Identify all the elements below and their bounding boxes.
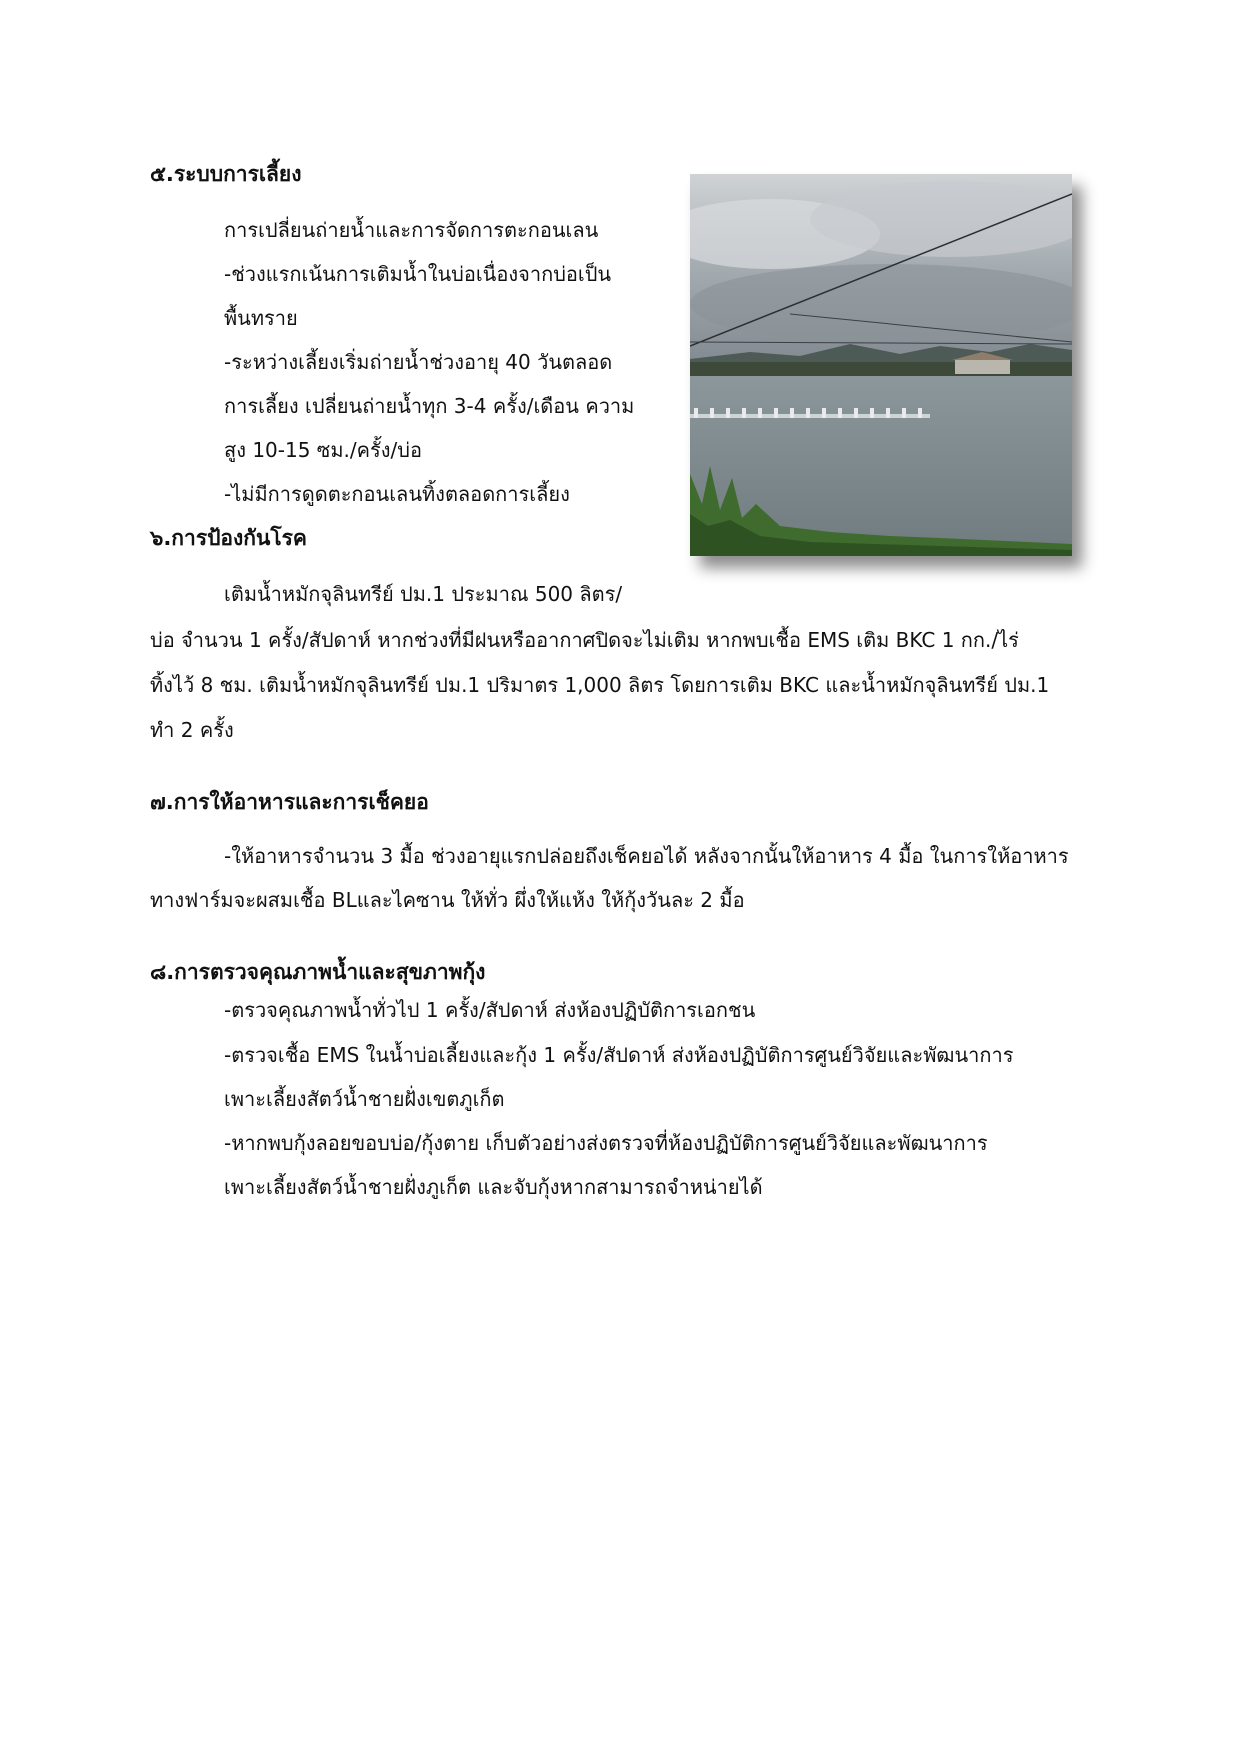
shrimp-pond-photo [690,174,1072,556]
section-8-line: เพาะเลี้ยงสัตว์น้ำชายฝั่งเขตภูเก็ต [224,1087,505,1111]
section-5-line: สูง 10-15 ซม./ครั้ง/บ่อ [224,438,422,462]
section-8-heading: ๘.การตรวจคุณภาพน้ำและสุขภาพกุ้ง [150,960,486,984]
section-8-line: เพาะเลี้ยงสัตว์น้ำชายฝั่งภูเก็ต และจับกุ้งหากสามารถจำหน่ายได้ [224,1175,763,1199]
section-7-line: -ให้อาหารจำนวน 3 มื้อ ช่วงอายุแรกปล่อยถึงเช็คยอได้ หลังจากนั้นให้อาหาร 4 มื้อ ในการให้อาหาร [224,844,1069,868]
section-6-line: เติมน้ำหมักจุลินทรีย์ ปม.1 ประมาณ 500 ลิตร/ [224,582,623,606]
pond-photo-icon [690,174,1072,556]
section-5-line: การเปลี่ยนถ่ายน้ำและการจัดการตะกอนเลน [224,218,599,242]
section-6-heading: ๖.การป้องกันโรค [150,526,307,550]
section-6-line: บ่อ จำนวน 1 ครั้ง/สัปดาห์ หากช่วงที่มีฝนหรืออากาศปิดจะไม่เติม หากพบเชื้อ EMS เติม BKC 1 กก./ไร่ [150,628,1019,652]
section-5-line: พื้นทราย [224,306,298,330]
section-7-heading: ๗.การให้อาหารและการเช็คยอ [150,790,429,814]
shoreline [690,362,1072,378]
section-8-line: -หากพบกุ้งลอยขอบบ่อ/กุ้งตาย เก็บตัวอย่างส่งตรวจที่ห้องปฏิบัติการศูนย์วิจัยและพัฒนาการ [224,1131,988,1155]
section-5-line: -ระหว่างเลี้ยงเริ่มถ่ายน้ำช่วงอายุ 40 วันตลอด [224,350,613,374]
section-5-line: การเลี้ยง เปลี่ยนถ่ายน้ำทุก 3-4 ครั้ง/เดือน ความ [224,394,635,418]
building [955,360,1010,374]
section-8-line: -ตรวจเชื้อ EMS ในน้ำบ่อเลี้ยงและกุ้ง 1 ครั้ง/สัปดาห์ ส่งห้องปฏิบัติการศูนย์วิจัยและพัฒนาการ [224,1043,1014,1067]
section-5-line: -ช่วงแรกเน้นการเติมน้ำในบ่อเนื่องจากบ่อเป็น [224,262,612,286]
section-8-line: -ตรวจคุณภาพน้ำทั่วไป 1 ครั้ง/สัปดาห์ ส่งห้องปฏิบัติการเอกชน [224,998,756,1022]
section-5-heading: ๕.ระบบการเลี้ยง [150,162,302,186]
section-5-line: -ไม่มีการดูดตะกอนเลนทิ้งตลอดการเลี้ยง [224,482,570,506]
section-6-line: ทิ้งไว้ 8 ชม. เติมน้ำหมักจุลินทรีย์ ปม.1 ปริมาตร 1,000 ลิตร โดยการเติม BKC และน้ำหมักจุลินทรีย์ ปม.1 [150,673,1050,697]
cloud [690,264,1072,344]
section-6-line: ทำ 2 ครั้ง [150,718,234,742]
section-7-line: ทางฟาร์มจะผสมเชื้อ BLและไคซาน ให้ทั่ว ผึ่งให้แห้ง ให้กุ้งวันละ 2 มื้อ [150,888,745,912]
